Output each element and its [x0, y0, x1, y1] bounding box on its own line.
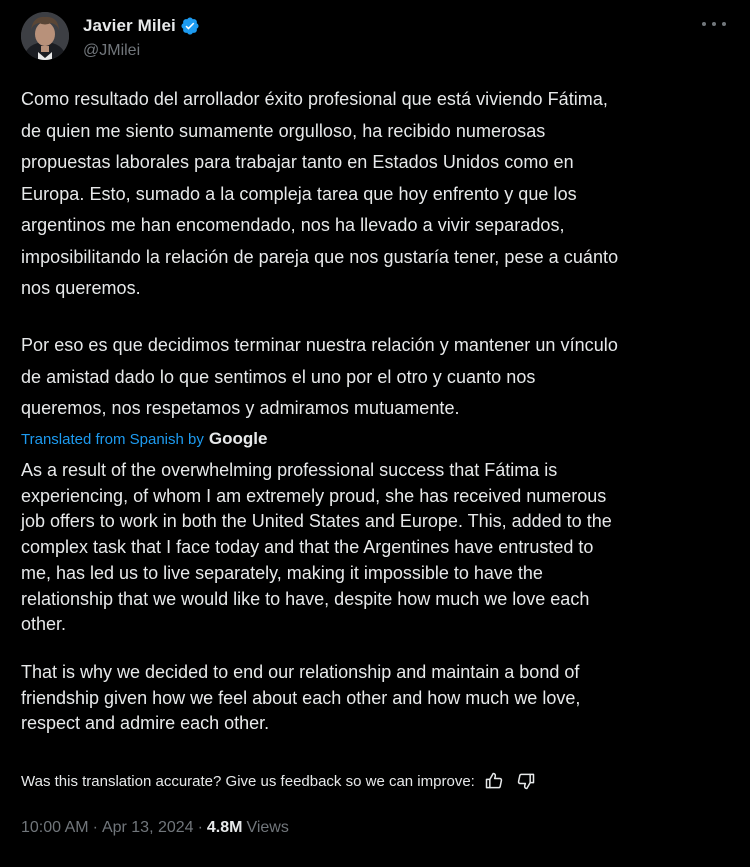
author-name-row — [83, 15, 200, 37]
thumbs-up-icon[interactable] — [481, 768, 507, 794]
profile-photo-icon — [21, 12, 69, 60]
tweet-time[interactable]: 10:00 AM — [21, 819, 89, 836]
translation-attribution[interactable] — [21, 428, 267, 450]
translator-name: Google — [208, 429, 268, 448]
views-count: 4.8M — [206, 819, 243, 836]
author-display-name[interactable]: Javier Milei — [83, 16, 176, 35]
meta-separator-2: · — [197, 819, 203, 836]
more-options-icon[interactable] — [702, 14, 726, 34]
verified-badge-icon — [180, 16, 200, 36]
tweet-meta — [21, 816, 289, 840]
author-handle[interactable]: @JMilei — [83, 42, 141, 59]
original-text-paragraph-2: Por eso es que decidimos terminar nuestra relación y mantener un vínculo de amistad dado lo que sentimos el uno por el otro y cuanto nos queremos, nos respetamos y admiramos mutuamente. — [21, 335, 618, 418]
original-text-paragraph-1: Como resultado del arrollador éxito profesional que está viviendo Fátima, de quien me siento sumamente orgulloso, ha recibido numerosas propuestas laborales para trabajar tanto en Estados Unidos como en Europa. Esto, sumado a la compleja tarea que hoy enfrento y que los argentinos me han encomendado, nos ha llevado a vivir separados, imposibilitando la relación de pareja que nos gustaría tener, pese a cuánto nos queremos. — [21, 89, 619, 298]
translated-from-label: Translated from Spanish by — [21, 430, 204, 448]
tweet-date[interactable]: Apr 13, 2024 — [101, 819, 194, 836]
meta-separator: · — [92, 819, 98, 836]
avatar[interactable] — [21, 12, 69, 60]
translation-feedback — [21, 768, 539, 794]
translated-text-paragraph-2: That is why we decided to end our relationship and maintain a bond of friendship given how we feel about each other and how much we love, respect and admire each other. — [21, 662, 581, 734]
thumbs-down-icon[interactable] — [513, 768, 539, 794]
translated-text-paragraph-1: As a result of the overwhelming professional success that Fátima is experiencing, of whom I am extremely proud, she has received numerous job offers to work in both the United States and Europe. This, added to the complex task that I face today and that the Argentines have entrusted to me, has led us to live separately, making it impossible to have the relationship that we would like to have, despite how much we love each other. — [21, 460, 612, 635]
feedback-prompt: Was this translation accurate? Give us feedback so we can improve: — [21, 772, 475, 790]
views-label: Views — [246, 819, 289, 836]
